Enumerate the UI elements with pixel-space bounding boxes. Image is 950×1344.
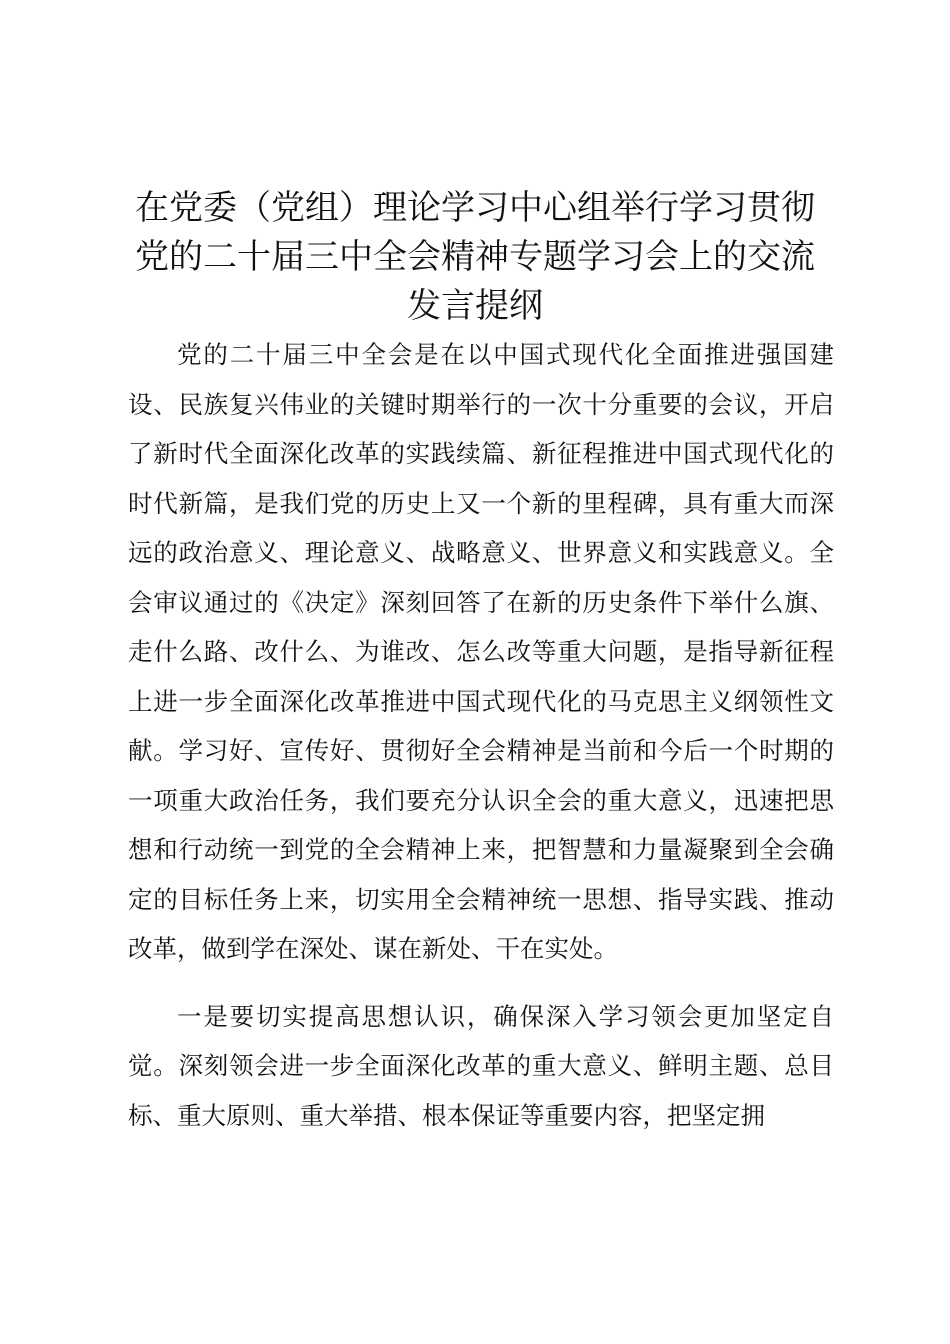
document-title [118,184,832,331]
document-body [128,330,834,1140]
title-line-3: 发言提纲 [407,286,543,326]
body-paragraph-2: 一是要切实提高思想认识，确保深入学习领会更加坚定自觉。深刻领会进一步全面深化改革的重大意义、鲜明主题、总目标、重大原则、重大举措、根本保证等重要内容，把坚定拥 [128,1001,834,1130]
title-line-2: 党的二十届三中全会精神专题学习会上的交流 [135,237,815,277]
body-paragraph-1: 党的二十届三中全会是在以中国式现代化全面推进强国建设、民族复兴伟业的关键时期举行的一次十分重要的会议，开启了新时代全面深化改革的实践续篇、新征程推进中国式现代化的时代新篇，是我们党的历史上又一个新的里程碑，具有重大而深远的政治意义、理论意义、战略意义、世界意义和实践意义。全会审议通过的《决定》深刻回答了在新的历史条件下举什么旗、走什么路、改什么、为谁改、怎么改等重大问题，是指导新征程上进一步全面深化改革推进中国式现代化的马克思主义纲领性文献。学习好、宣传好、贯彻好全会精神是当前和今后一个时期的一项重大政治任务，我们要充分认识全会的重大意义，迅速把思想和行动统一到党的全会精神上来，把智慧和力量凝聚到全会确定的目标任务上来，切实用全会精神统一思想、指导实践、推动改革，做到学在深处、谋在新处、干在实处。 [128,340,834,963]
title-line-1: 在党委（党组）理论学习中心组举行学习贯彻 [135,188,815,228]
